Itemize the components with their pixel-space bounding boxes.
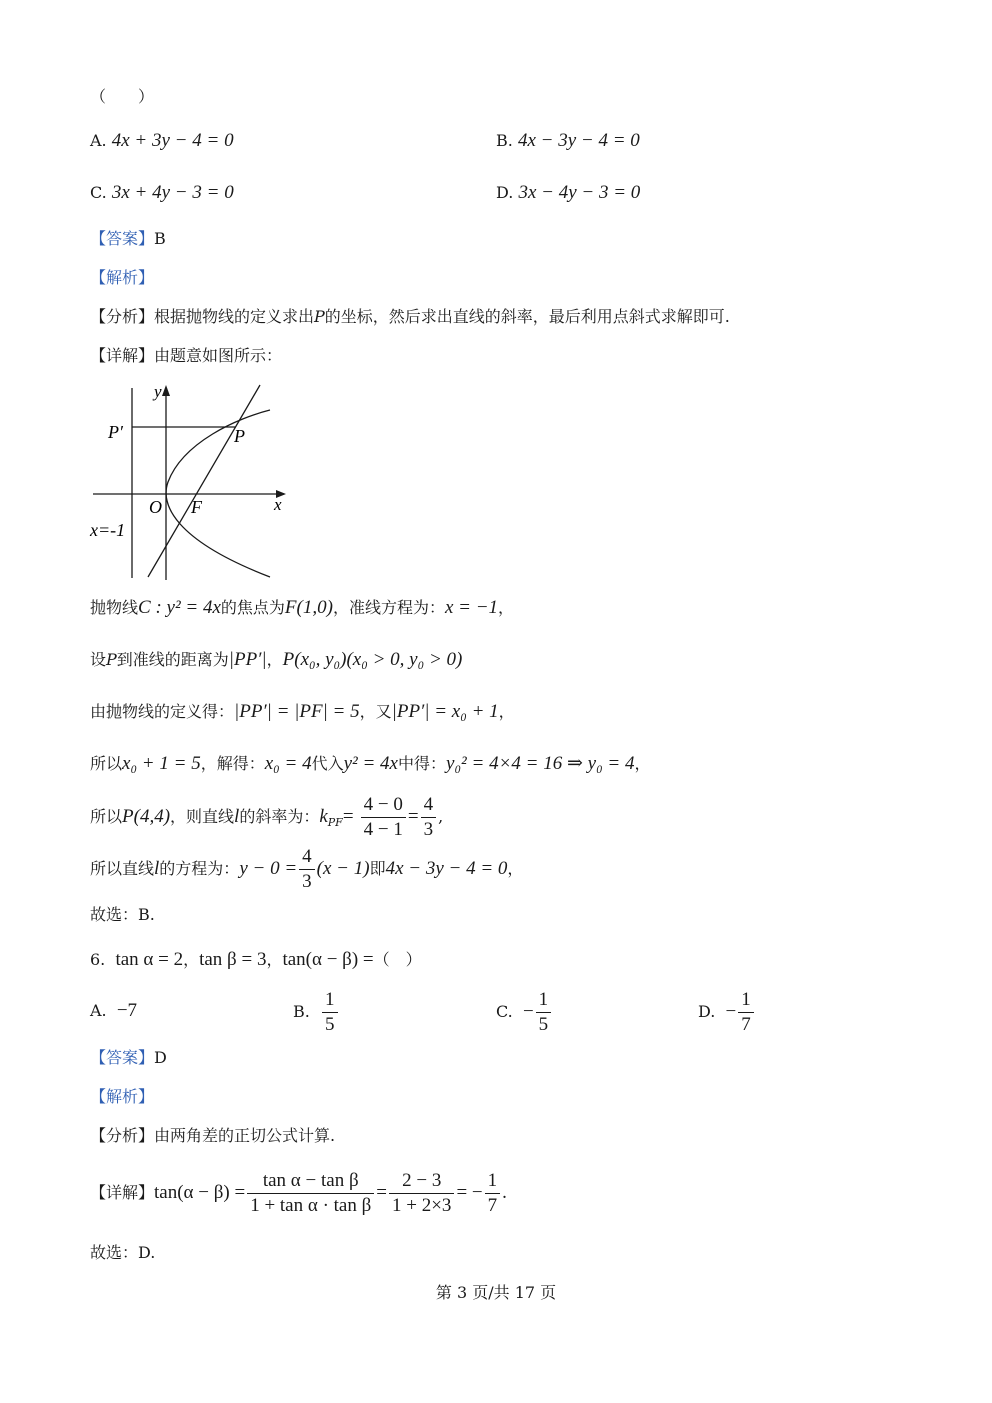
solution-line-1	[90, 597, 514, 619]
denominator: 3	[299, 869, 315, 894]
parabola-figure	[88, 380, 298, 586]
fraction	[299, 845, 315, 894]
text: 所以	[90, 754, 123, 773]
sign: −	[725, 1001, 737, 1022]
option-a	[90, 130, 234, 152]
fenxi-tag: 【分析】	[90, 1126, 155, 1145]
math: |PP′| = x₀ + 1	[391, 701, 499, 722]
fraction	[322, 988, 338, 1037]
q6-fenxi-line	[90, 1125, 335, 1147]
denominator: 4 − 1	[361, 817, 406, 842]
question-6-stem	[90, 949, 422, 971]
fraction	[247, 1169, 374, 1218]
numerator: 4 − 0	[363, 794, 403, 815]
q6-analysis-tag: 【解析】	[90, 1087, 155, 1106]
xiangjie-line	[90, 345, 282, 367]
text: 所以直线	[90, 859, 155, 878]
option-expr: 4x + 3y − 4 = 0	[111, 130, 234, 151]
math: y − 0 =	[239, 858, 298, 879]
math: C : y² = 4x	[138, 597, 221, 618]
text: ，则直线	[170, 807, 235, 826]
label-p-prime: P′	[108, 422, 123, 442]
text: ，	[183, 950, 200, 969]
math: tan α = 2	[115, 949, 184, 970]
point-p: P	[106, 650, 117, 669]
option-label: B.	[293, 1002, 310, 1021]
xiangjie-text: 由题意如图所示：	[154, 346, 283, 365]
solution-line-3	[90, 701, 515, 723]
label-p: P	[234, 426, 245, 446]
math: =	[376, 1182, 387, 1203]
math: k	[319, 806, 328, 827]
option-c	[90, 182, 234, 204]
option-label: C.	[90, 183, 107, 202]
xiangjie-tag: 【详解】	[90, 1183, 155, 1202]
answer-value: B	[154, 229, 166, 248]
label-f: F	[191, 497, 202, 517]
math: y₀² = 4×4 = 16 ⇒ y₀ = 4	[446, 753, 635, 774]
solution-line-2	[90, 649, 462, 671]
label-o: O	[149, 497, 162, 517]
math: .	[502, 1182, 507, 1203]
q6-option-c	[496, 988, 553, 1037]
fraction	[421, 793, 437, 842]
guxuan-q6: 故选：D.	[90, 1243, 156, 1262]
denominator: 1 + tan α · tan β	[247, 1193, 374, 1218]
denominator: 5	[322, 1012, 338, 1037]
option-label: D.	[496, 183, 514, 202]
numerator: 2 − 3	[402, 1170, 442, 1191]
math: x = −1	[444, 597, 499, 618]
q6-option-a	[90, 1000, 137, 1022]
text: ，	[634, 754, 651, 773]
math: x₀ + 1 = 5	[122, 753, 201, 774]
page-footer: 第 3 页/共 17 页	[435, 1283, 557, 1302]
text: ，	[266, 650, 283, 669]
label-y: y	[154, 382, 162, 401]
fraction	[389, 1169, 454, 1218]
denominator: 1 + 2×3	[389, 1193, 454, 1218]
text: 的焦点为	[220, 598, 285, 617]
option-expr: 3x + 4y − 3 = 0	[111, 182, 234, 203]
text: 到准线的距离为	[116, 650, 229, 669]
denominator: 7	[738, 1012, 754, 1037]
text: 由抛物线的定义得：	[90, 702, 235, 721]
y-axis-arrow	[162, 385, 170, 396]
math: tan β = 3	[199, 949, 267, 970]
numerator: tan α − tan β	[262, 1170, 359, 1191]
text: ，	[266, 950, 283, 969]
point-p: P	[314, 307, 325, 326]
math: P(x₀, y₀)(x₀ > 0, y₀ > 0)	[282, 649, 463, 670]
text: 抛物线	[90, 598, 139, 617]
math: |PP′|	[228, 649, 267, 670]
text: （ ）	[373, 950, 422, 969]
option-label: D.	[698, 1002, 716, 1021]
question-number: 6.	[90, 950, 106, 969]
math: x₀ = 4	[264, 753, 312, 774]
option-label: A.	[90, 1001, 107, 1020]
q6-answer-line	[90, 1047, 167, 1069]
math: (x − 1)	[316, 858, 370, 879]
math: = −	[456, 1182, 483, 1203]
numerator: 1	[538, 989, 549, 1010]
fenxi-text-b: 的坐标，然后求出直线的斜率，最后利用点斜式求解即可.	[324, 307, 730, 326]
numerator: 1	[325, 989, 335, 1010]
label-directrix: x=-1	[90, 520, 126, 540]
answer-tag: 【答案】	[90, 229, 155, 248]
solution-line-5	[90, 792, 443, 848]
question-paren: （ ）	[90, 87, 155, 106]
fenxi-text: 由两角差的正切公式计算.	[154, 1126, 336, 1145]
math: l	[234, 806, 240, 827]
option-expr: −7	[116, 1000, 138, 1021]
fraction	[485, 1169, 501, 1218]
denominator: 3	[421, 817, 437, 842]
fraction	[361, 793, 406, 842]
text: 设	[90, 650, 107, 669]
denominator: 7	[485, 1193, 501, 1218]
guxuan-q5: 故选：B.	[90, 905, 155, 924]
subscript: PF	[327, 816, 343, 830]
math: =	[342, 806, 354, 827]
numerator: 1	[487, 1170, 498, 1191]
text: ，	[507, 859, 524, 878]
fenxi-tag: 【分析】	[90, 307, 155, 326]
answer-tag: 【答案】	[90, 1048, 155, 1067]
answer-value: D	[154, 1048, 167, 1067]
q6-xiangjie-line	[90, 1168, 507, 1218]
text: 的斜率为：	[239, 807, 320, 826]
fraction	[738, 988, 754, 1037]
math: F(1,0)	[284, 597, 333, 618]
numerator: 1	[741, 989, 751, 1010]
math: tan(α − β) =	[282, 949, 374, 970]
text: ，准线方程为：	[332, 598, 445, 617]
math: tan(α − β) =	[154, 1182, 246, 1203]
math: 4x − 3y − 4 = 0	[385, 858, 508, 879]
solution-line-6	[90, 844, 523, 894]
math: =	[407, 806, 419, 827]
text: 即	[369, 859, 386, 878]
text: ，	[498, 598, 515, 617]
numerator: 4	[302, 846, 312, 867]
option-label: B.	[496, 131, 513, 150]
math: l	[154, 858, 160, 879]
line-pf	[148, 385, 260, 577]
text: 代入	[311, 754, 344, 773]
text: ，	[498, 702, 515, 721]
option-label: C.	[496, 1002, 513, 1021]
sign: −	[522, 1001, 534, 1022]
option-expr: 4x − 3y − 4 = 0	[517, 130, 640, 151]
option-label: A.	[90, 131, 107, 150]
q6-option-d	[698, 988, 756, 1037]
math: |PP′| = |PF| = 5	[234, 701, 360, 722]
answer-line	[90, 228, 166, 250]
text: 的方程为：	[159, 859, 240, 878]
fenxi-text-a: 根据抛物线的定义求出	[154, 307, 315, 326]
option-expr: 3x − 4y − 3 = 0	[518, 182, 641, 203]
denominator: 5	[536, 1012, 552, 1037]
solution-line-4	[90, 753, 651, 775]
text: 中得：	[398, 754, 447, 773]
text: 所以	[90, 807, 123, 826]
math: P(4,4)	[122, 806, 171, 827]
text: ，解得：	[200, 754, 265, 773]
label-x: x	[274, 495, 282, 514]
analysis-tag: 【解析】	[90, 268, 155, 287]
math: y² = 4x	[343, 753, 398, 774]
q6-option-b	[293, 988, 340, 1037]
option-b	[496, 130, 640, 152]
text: ,	[438, 807, 444, 826]
xiangjie-tag: 【详解】	[90, 346, 155, 365]
fenxi-line	[90, 306, 730, 328]
text: ，又	[359, 702, 392, 721]
fraction	[536, 988, 552, 1037]
option-d	[496, 182, 640, 204]
numerator: 4	[423, 794, 434, 815]
